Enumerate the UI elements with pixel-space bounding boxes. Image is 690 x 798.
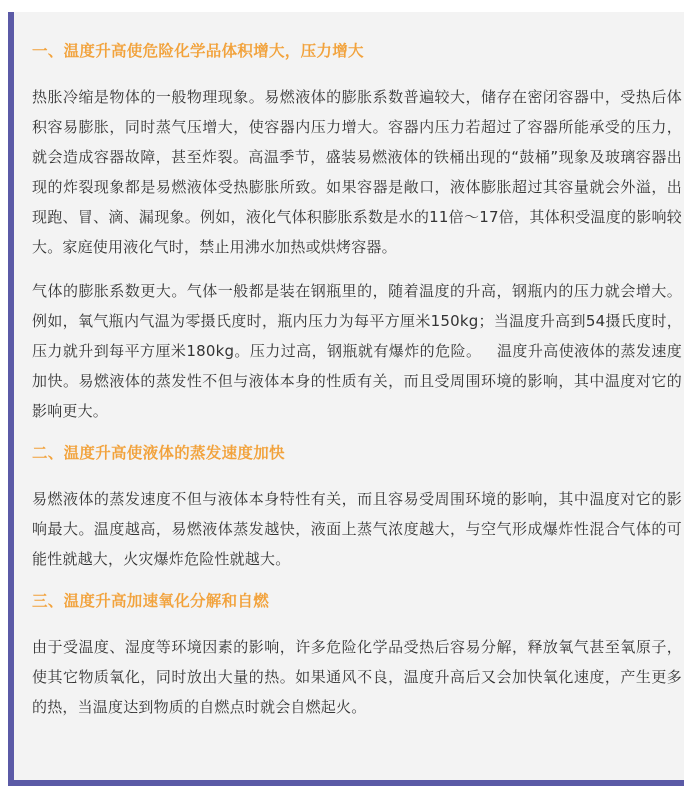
section-1-paragraph-2: 气体的膨胀系数更大。气体一般都是装在钢瓶里的，随着温度的升高，钢瓶内的压力就会增大。例如，氧气瓶内气温为零摄氏度时，瓶内压力为每平方厘米150kg；当温度升高到54摄氏度时，压力就升到每平方厘米180kg。压力过高，钢瓶就有爆炸的危险。 温度升高使液体的蒸发速度加快。易燃液体的蒸发性不但与液体本身的性质有关，而且受周围环境的影响，其中温度对它的影响更大。: [32, 282, 682, 420]
section-3-heading: 三、温度升高加速氧化分解和自燃: [32, 592, 270, 610]
section-1-heading: 一、温度升高使危险化学品体积增大，压力增大: [32, 42, 364, 60]
section-3-paragraph-1: 由于受温度、湿度等环境因素的影响，许多危险化学品受热后容易分解，释放氧气甚至氧原子，使其它物质氧化，同时放出大量的热。如果通风不良，温度升高后又会加快氧化速度，产生更多的热，当温度达到物质的自燃点时就会自燃起火。: [32, 638, 682, 716]
section-1-paragraph-1: 热胀冷缩是物体的一般物理现象。易燃液体的膨胀系数普遍较大，储存在密闭容器中，受热后体积容易膨胀，同时蒸气压增大，使容器内压力增大。容器内压力若超过了容器所能承受的压力，就会造成容器故障，甚至炸裂。高温季节，盛装易燃液体的铁桶出现的“鼓桶”现象及玻璃容器出现的炸裂现象都是易燃液体受热膨胀所致。如果容器是敞口，液体膨胀超过其容量就会外溢，出现跑、冒、滴、漏现象。例如，液化气体积膨胀系数是水的11倍～17倍，其体积受温度的影响较大。家庭使用液化气时，禁止用沸水加热或烘烤容器。: [32, 88, 682, 256]
article-content: [32, 38, 682, 722]
article-card: [8, 12, 684, 786]
section-2-paragraph-1: 易燃液体的蒸发速度不但与液体本身特性有关，而且容易受周围环境的影响，其中温度对它的影响最大。温度越高，易燃液体蒸发越快，液面上蒸气浓度越大，与空气形成爆炸性混合气体的可能性就越大，火灾爆炸危险性就越大。: [32, 490, 682, 568]
section-2-heading: 二、温度升高使液体的蒸发速度加快: [32, 444, 285, 462]
